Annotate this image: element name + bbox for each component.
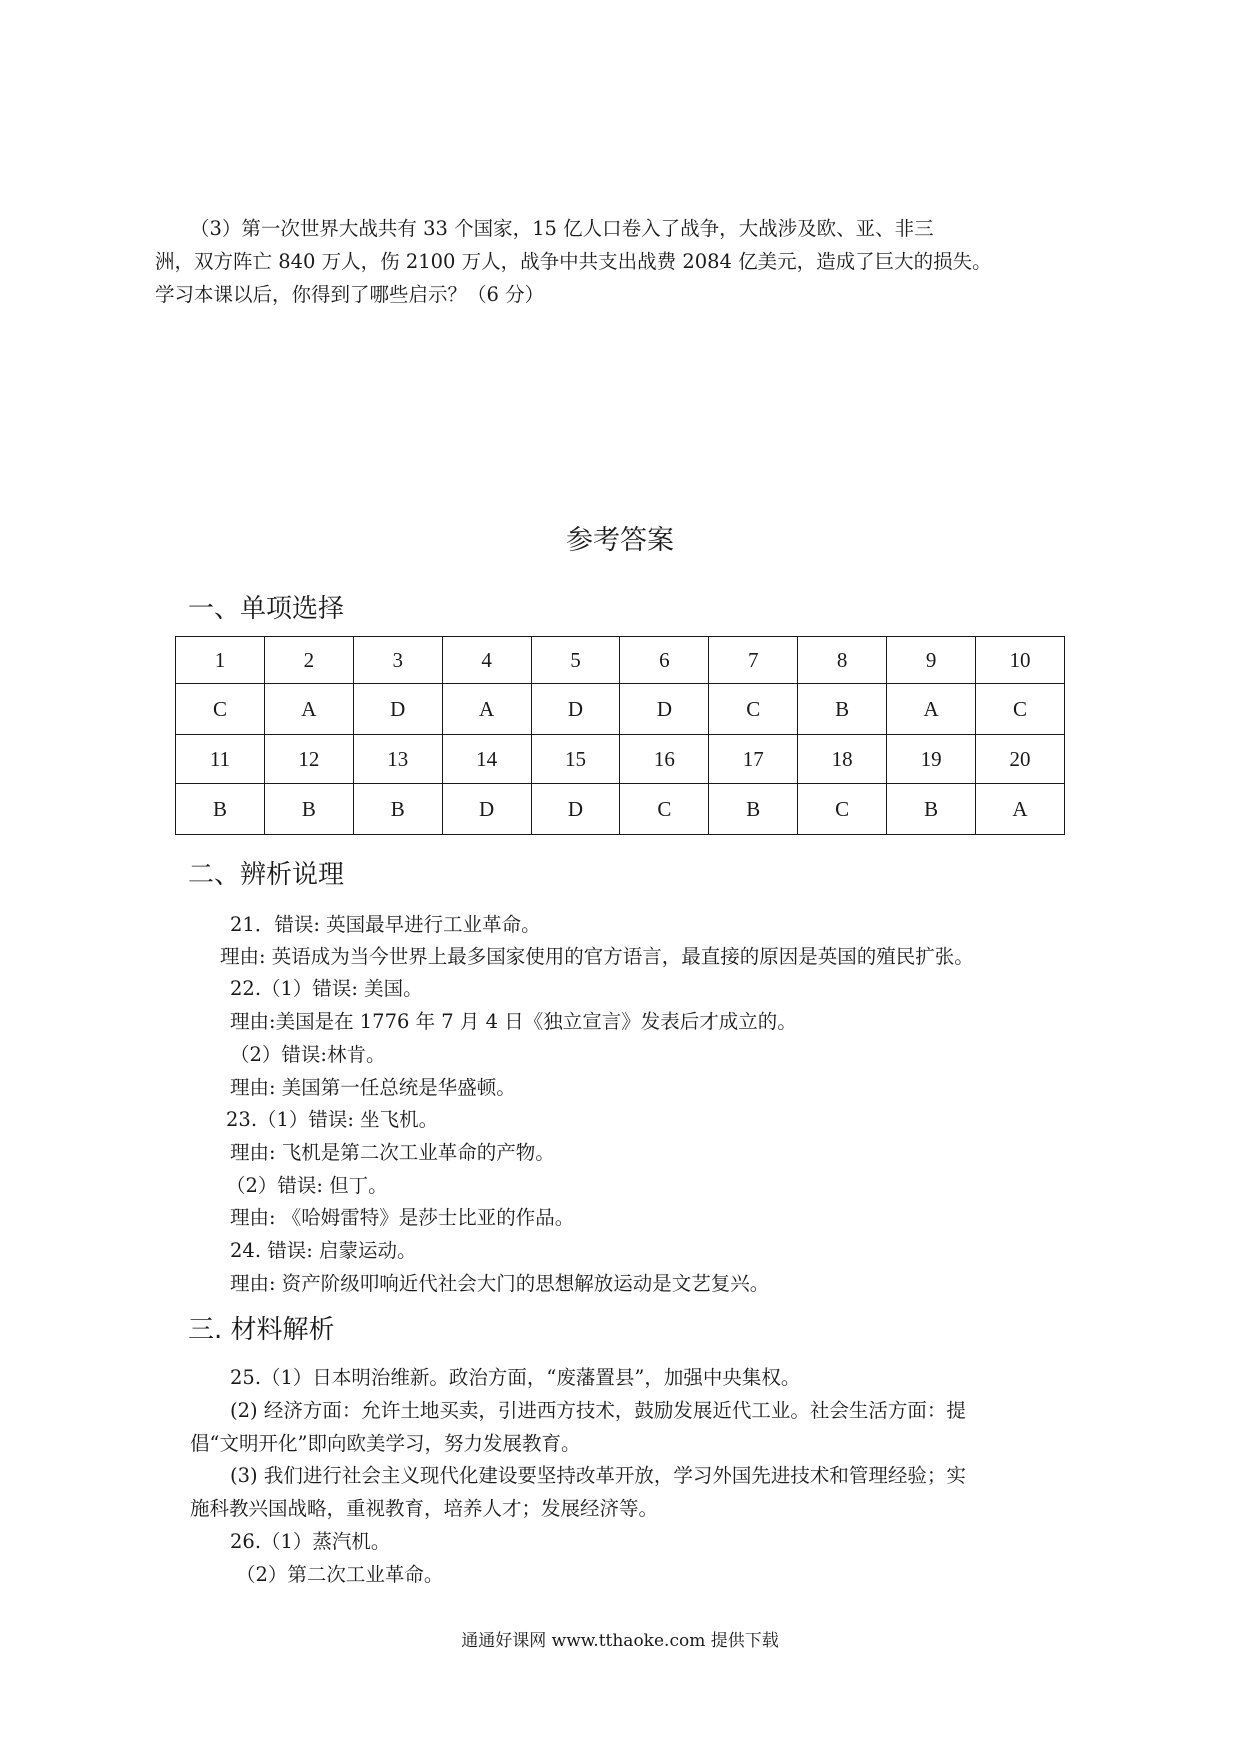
table-cell: A	[976, 784, 1065, 835]
table-cell: B	[353, 784, 442, 835]
answer-line: （2）错误:林肯。	[230, 1043, 386, 1066]
table-cell: 13	[353, 735, 442, 784]
table-cell: B	[887, 784, 976, 835]
table-cell: 9	[887, 637, 976, 684]
table-cell: 11	[176, 735, 265, 784]
answer-line: 25.（1）日本明治维新。政治方面，“废藩置县”，加强中央集权。	[230, 1366, 801, 1389]
table-cell: 17	[709, 735, 798, 784]
answer-line: 理由: 飞机是第二次工业革命的产物。	[230, 1141, 555, 1164]
table-cell: 8	[798, 637, 887, 684]
answer-line: 21．错误: 英国最早进行工业革命。	[230, 913, 541, 936]
table-cell: C	[798, 784, 887, 835]
table-cell: C	[976, 684, 1065, 735]
section-1-heading: 一、单项选择	[188, 594, 345, 624]
answer-line: (3) 我们进行社会主义现代化建设要坚持改革开放，学习外国先进技术和管理经验；实	[230, 1464, 966, 1487]
table-cell: 6	[620, 637, 709, 684]
section-2-heading: 二、辨析说理	[188, 860, 345, 890]
table-cell: D	[531, 784, 620, 835]
table-cell: 18	[798, 735, 887, 784]
answer-line: (2) 经济方面：允许土地买卖，引进西方技术，鼓励发展近代工业。社会生活方面：提	[230, 1399, 966, 1422]
table-cell: 2	[264, 637, 353, 684]
answer-line: 理由: 英语成为当今世界上最多国家使用的官方语言，最直接的原因是英国的殖民扩张。	[220, 945, 974, 968]
table-cell: C	[620, 784, 709, 835]
answer-line: 倡“文明开化”即向欧美学习，努力发展教育。	[190, 1432, 581, 1455]
answer-line: 26.（1）蒸汽机。	[230, 1530, 391, 1553]
answer-line: 22.（1）错误: 美国。	[230, 977, 423, 1000]
table-cell: 4	[442, 637, 531, 684]
answer-title: 参考答案	[566, 525, 674, 556]
question-3-line: （3）第一次世界大战共有 33 个国家，15 亿人口卷入了战争，大战涉及欧、亚、非三	[190, 217, 934, 240]
answer-line: 理由: 美国第一任总统是华盛顿。	[230, 1076, 516, 1099]
table-cell: 15	[531, 735, 620, 784]
table-cell: 19	[887, 735, 976, 784]
question-3-line: 学习本课以后，你得到了哪些启示？（6 分）	[155, 283, 545, 306]
answer-line: 24. 错误: 启蒙运动。	[230, 1239, 417, 1262]
table-cell: 16	[620, 735, 709, 784]
table-cell: 7	[709, 637, 798, 684]
table-cell: 14	[442, 735, 531, 784]
table-cell: 5	[531, 637, 620, 684]
table-cell: B	[176, 784, 265, 835]
answer-line: 理由: 《哈姆雷特》是莎士比亚的作品。	[230, 1206, 575, 1229]
table-cell: 12	[264, 735, 353, 784]
table-cell: B	[798, 684, 887, 735]
answer-line: 理由:美国是在 1776 年 7 月 4 日《独立宣言》发表后才成立的。	[230, 1010, 797, 1033]
table-cell: 3	[353, 637, 442, 684]
section-3-heading: 三. 材料解析	[188, 1315, 335, 1345]
table-cell: A	[264, 684, 353, 735]
table-cell: C	[176, 684, 265, 735]
answer-line: 理由: 资产阶级叩响近代社会大门的思想解放运动是文艺复兴。	[230, 1272, 770, 1295]
table-cell: D	[531, 684, 620, 735]
table-cell: D	[353, 684, 442, 735]
table-cell: D	[620, 684, 709, 735]
table-cell: D	[442, 784, 531, 835]
table-cell: 20	[976, 735, 1065, 784]
table-row	[176, 637, 1065, 684]
answer-line: （2）错误: 但丁。	[226, 1174, 388, 1197]
question-3-line: 洲，双方阵亡 840 万人，伤 2100 万人，战争中共支出战费 2084 亿美元，造成了巨大的损失。	[155, 250, 992, 273]
answer-line: 23.（1）错误: 坐飞机。	[226, 1108, 439, 1131]
table-cell: A	[887, 684, 976, 735]
table-cell: B	[709, 784, 798, 835]
table-cell: C	[709, 684, 798, 735]
answer-table	[175, 636, 1065, 835]
table-cell: 10	[976, 637, 1065, 684]
table-row	[176, 784, 1065, 835]
table-row	[176, 735, 1065, 784]
footer-text: 通通好课网 www.tthaoke.com 提供下载	[461, 1631, 779, 1651]
table-cell: 1	[176, 637, 265, 684]
answer-line: （2）第二次工业革命。	[236, 1563, 444, 1586]
table-cell: B	[264, 784, 353, 835]
question-3-block	[155, 212, 1060, 311]
table-row	[176, 684, 1065, 735]
answer-line: 施科教兴国战略，重视教育，培养人才；发展经济等。	[190, 1497, 659, 1520]
table-cell: A	[442, 684, 531, 735]
